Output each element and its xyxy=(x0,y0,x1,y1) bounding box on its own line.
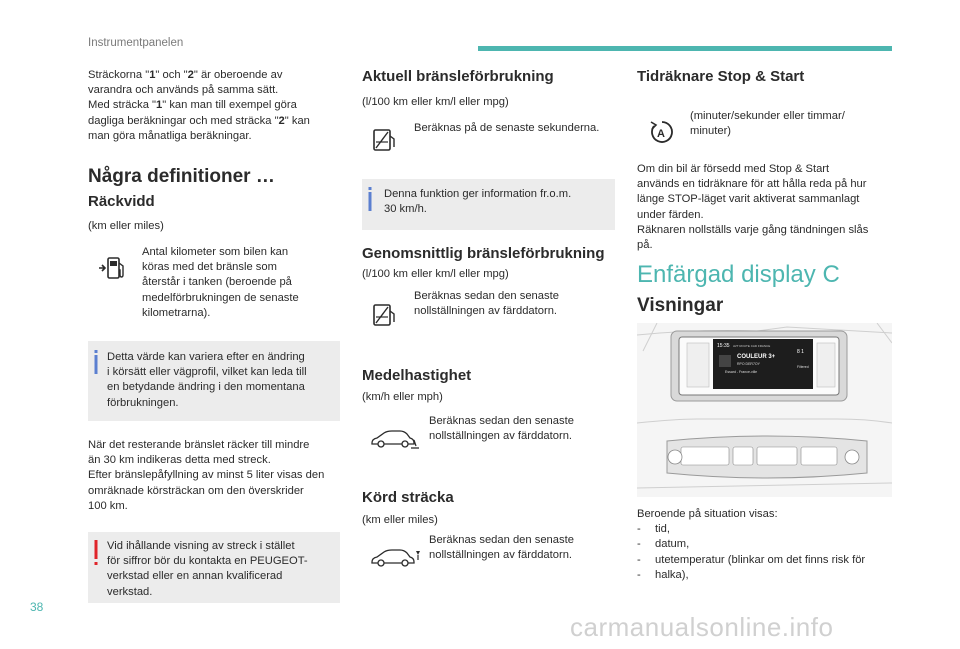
current-consumption-title: Aktuell bränsleförbrukning xyxy=(362,68,554,85)
stopstart-title: Tidräknare Stop & Start xyxy=(637,68,805,85)
info-box-speed: Denna funktion ger information fr.o.m. 30 km/h. xyxy=(362,179,615,230)
warning-box: Vid ihållande visning av streck i stället för siffror bör du kontakta en PEUGEOT- verkstad eller en annan kvalificerad verkstad. xyxy=(88,532,340,603)
range-unit: (km eller miles) xyxy=(88,220,164,232)
distance-unit: (km eller miles) xyxy=(362,514,438,526)
range-description: Antal kilometer som bilen kan köras med det bränsle som återstår i tanken (beroende på medelförbrukningen de senaste kilometrarna). xyxy=(142,246,299,319)
definitions-heading: Några definitioner … xyxy=(88,166,275,187)
dashboard-illustration xyxy=(637,323,892,497)
watermark: carmanualsonline.info xyxy=(570,612,834,642)
average-speed-title: Medelhastighet xyxy=(362,367,472,384)
range-title: Räckvidd xyxy=(88,193,155,210)
warning-icon xyxy=(92,540,100,570)
section-title: Instrumentpanelen xyxy=(88,37,184,49)
illustration-tag: Filtered xyxy=(797,365,809,369)
list-item: - datum, xyxy=(637,537,897,552)
stopstart-unit: (minuter/sekunder eller timmar/ minuter) xyxy=(690,110,845,138)
illustration-sub: RPO DER7OY xyxy=(737,362,760,366)
info-icon xyxy=(92,350,100,412)
average-speed-unit: (km/h eller mph) xyxy=(362,391,443,403)
current-consumption-description: Beräknas på de senaste sekunderna. xyxy=(414,122,600,134)
distance-description: Beräknas sedan den senaste nollställningen av färddatorn. xyxy=(429,534,574,562)
stop-start-timer-icon xyxy=(648,118,676,146)
illustration-time: 15:35 xyxy=(717,343,730,349)
remaining-fuel-paragraph: När det resterande bränslet räcker till mindre än 30 km indikeras detta med streck. Efter bränslepåfyllning av minst 5 liter visas den omräknade körsträckan om den överskrider 100 km. xyxy=(88,439,325,512)
list-item: - utetemperatur (blinkar om det finns risk för xyxy=(637,553,897,568)
illustration-status: Essard - France-ville xyxy=(725,370,758,374)
car-distance-icon xyxy=(370,547,422,569)
svg-text:A: A xyxy=(657,128,665,140)
intro-paragraph: Sträckorna "1" och "2" är oberoende av varandra och används på samma sätt. Med sträcka "1" kan man till exempel göra dagliga beräkningar och med sträcka "2" kan man göra månatliga beräkningar. xyxy=(88,69,310,142)
illustration-main: COULEUR 3+ xyxy=(737,354,776,360)
fuel-consumption-icon xyxy=(372,128,396,152)
page-number: 38 xyxy=(30,600,44,614)
fuel-pump-range-icon xyxy=(98,255,128,281)
display-c-heading: Enfärgad display C xyxy=(637,261,840,288)
list-item: - halka), xyxy=(637,568,897,583)
illustration-line1: AVT ROUTE CAD FRANCE xyxy=(733,344,771,348)
average-consumption-description: Beräknas sedan den senaste nollställningen av färddatorn. xyxy=(414,290,559,318)
car-speed-icon xyxy=(370,428,420,450)
stopstart-body: Om din bil är försedd med Stop & Start används en tidräknare för att hålla reda på hur länge STOP-läget varit aktiverat sammanlagt under färden. Räknaren nollställs varje gång tändningen slås på. xyxy=(637,163,869,252)
list-item: - tid, xyxy=(637,522,897,537)
average-consumption-title: Genomsnittlig bränsleförbrukning xyxy=(362,245,605,262)
visningar-heading: Visningar xyxy=(637,295,724,316)
info-icon xyxy=(366,187,374,217)
average-speed-description: Beräknas sedan den senaste nollställningen av färddatorn. xyxy=(429,415,574,443)
illustration-num: 8 1 xyxy=(797,349,804,355)
info-box-consumption: Detta värde kan variera efter en ändring i körsätt eller vägprofil, vilket kan leda till en betydande ändring i den momentana förbrukningen. xyxy=(88,341,340,421)
header-accent-bar xyxy=(478,46,892,51)
distance-title: Körd sträcka xyxy=(362,489,454,506)
current-consumption-unit: (l/100 km eller km/l eller mpg) xyxy=(362,96,509,108)
average-consumption-unit: (l/100 km eller km/l eller mpg) xyxy=(362,268,509,280)
situation-list: Beroende på situation visas: - tid, - datum, - utetemperatur (blinkar om det finns risk för - halka), xyxy=(637,507,897,583)
fuel-consumption-icon xyxy=(372,303,396,327)
